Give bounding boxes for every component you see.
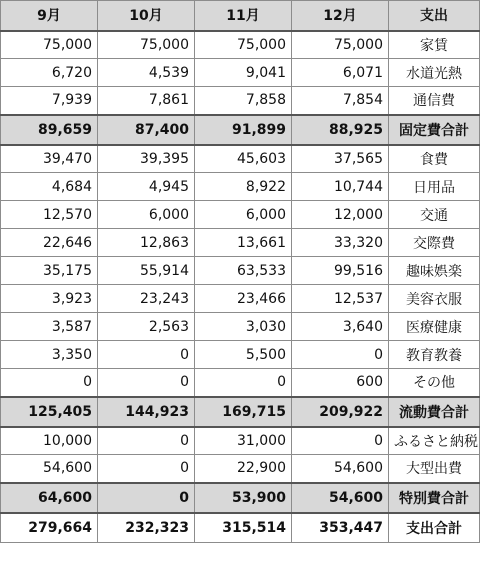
amount-cell: 13,661: [195, 229, 292, 257]
header-sep: 9月: [1, 1, 98, 31]
amount-cell: 6,071: [292, 59, 389, 87]
amount-cell: 4,684: [1, 173, 98, 201]
category-label: 医療健康: [389, 313, 480, 341]
amount-cell: 12,570: [1, 201, 98, 229]
category-label: 大型出費: [389, 455, 480, 483]
amount-cell: 353,447: [292, 513, 389, 543]
amount-cell: 2,563: [98, 313, 195, 341]
table-row: [1, 427, 480, 455]
amount-cell: 55,914: [98, 257, 195, 285]
category-label: 交際費: [389, 229, 480, 257]
table-row: [1, 145, 480, 173]
amount-cell: 53,900: [195, 483, 292, 513]
amount-cell: 10,000: [1, 427, 98, 455]
amount-cell: 22,900: [195, 455, 292, 483]
amount-cell: 209,922: [292, 397, 389, 427]
amount-cell: 0: [98, 483, 195, 513]
amount-cell: 64,600: [1, 483, 98, 513]
amount-cell: 0: [292, 341, 389, 369]
table-row: [1, 87, 480, 115]
total-row: [1, 513, 480, 543]
amount-cell: 7,854: [292, 87, 389, 115]
amount-cell: 75,000: [195, 31, 292, 59]
table-row: [1, 229, 480, 257]
amount-cell: 279,664: [1, 513, 98, 543]
amount-cell: 3,030: [195, 313, 292, 341]
table-row: [1, 31, 480, 59]
amount-cell: 37,565: [292, 145, 389, 173]
amount-cell: 0: [1, 369, 98, 397]
header-category: 支出: [389, 1, 480, 31]
amount-cell: 169,715: [195, 397, 292, 427]
subtotal-row: [1, 397, 480, 427]
table-row: [1, 285, 480, 313]
amount-cell: 12,537: [292, 285, 389, 313]
amount-cell: 45,603: [195, 145, 292, 173]
amount-cell: 35,175: [1, 257, 98, 285]
amount-cell: 3,923: [1, 285, 98, 313]
subtotal-row: [1, 115, 480, 145]
amount-cell: 23,243: [98, 285, 195, 313]
header-nov: 11月: [195, 1, 292, 31]
category-label: 支出合計: [389, 513, 480, 543]
category-label: 趣味娯楽: [389, 257, 480, 285]
amount-cell: 9,041: [195, 59, 292, 87]
amount-cell: 87,400: [98, 115, 195, 145]
amount-cell: 0: [195, 369, 292, 397]
amount-cell: 31,000: [195, 427, 292, 455]
amount-cell: 7,861: [98, 87, 195, 115]
category-label: 教育教養: [389, 341, 480, 369]
amount-cell: 6,720: [1, 59, 98, 87]
amount-cell: 54,600: [1, 455, 98, 483]
amount-cell: 0: [98, 341, 195, 369]
amount-cell: 89,659: [1, 115, 98, 145]
table-row: [1, 313, 480, 341]
amount-cell: 3,587: [1, 313, 98, 341]
header-row: [1, 1, 480, 31]
category-label: 交通: [389, 201, 480, 229]
amount-cell: 23,466: [195, 285, 292, 313]
category-label: 流動費合計: [389, 397, 480, 427]
amount-cell: 0: [98, 455, 195, 483]
amount-cell: 3,640: [292, 313, 389, 341]
amount-cell: 3,350: [1, 341, 98, 369]
amount-cell: 22,646: [1, 229, 98, 257]
amount-cell: 232,323: [98, 513, 195, 543]
category-label: 固定費合計: [389, 115, 480, 145]
table-row: [1, 257, 480, 285]
amount-cell: 33,320: [292, 229, 389, 257]
amount-cell: 75,000: [292, 31, 389, 59]
amount-cell: 7,858: [195, 87, 292, 115]
amount-cell: 39,395: [98, 145, 195, 173]
amount-cell: 91,899: [195, 115, 292, 145]
amount-cell: 4,945: [98, 173, 195, 201]
category-label: 特別費合計: [389, 483, 480, 513]
header-dec: 12月: [292, 1, 389, 31]
amount-cell: 12,863: [98, 229, 195, 257]
header-oct: 10月: [98, 1, 195, 31]
amount-cell: 12,000: [292, 201, 389, 229]
amount-cell: 54,600: [292, 455, 389, 483]
amount-cell: 75,000: [1, 31, 98, 59]
amount-cell: 6,000: [195, 201, 292, 229]
amount-cell: 63,533: [195, 257, 292, 285]
amount-cell: 10,744: [292, 173, 389, 201]
amount-cell: 144,923: [98, 397, 195, 427]
amount-cell: 39,470: [1, 145, 98, 173]
category-label: 日用品: [389, 173, 480, 201]
subtotal-row: [1, 483, 480, 513]
amount-cell: 88,925: [292, 115, 389, 145]
amount-cell: 125,405: [1, 397, 98, 427]
category-label: 水道光熱: [389, 59, 480, 87]
amount-cell: 0: [98, 369, 195, 397]
table-row: [1, 173, 480, 201]
amount-cell: 600: [292, 369, 389, 397]
category-label: ふるさと納税: [389, 427, 480, 455]
category-label: その他: [389, 369, 480, 397]
amount-cell: 99,516: [292, 257, 389, 285]
category-label: 食費: [389, 145, 480, 173]
amount-cell: 0: [98, 427, 195, 455]
amount-cell: 6,000: [98, 201, 195, 229]
amount-cell: 0: [292, 427, 389, 455]
table-row: [1, 341, 480, 369]
table-row: [1, 201, 480, 229]
category-label: 通信費: [389, 87, 480, 115]
amount-cell: 4,539: [98, 59, 195, 87]
table-row: [1, 455, 480, 483]
amount-cell: 54,600: [292, 483, 389, 513]
amount-cell: 5,500: [195, 341, 292, 369]
category-label: 美容衣服: [389, 285, 480, 313]
amount-cell: 315,514: [195, 513, 292, 543]
table-row: [1, 59, 480, 87]
amount-cell: 8,922: [195, 173, 292, 201]
table-row: [1, 369, 480, 397]
category-label: 家賃: [389, 31, 480, 59]
amount-cell: 7,939: [1, 87, 98, 115]
amount-cell: 75,000: [98, 31, 195, 59]
